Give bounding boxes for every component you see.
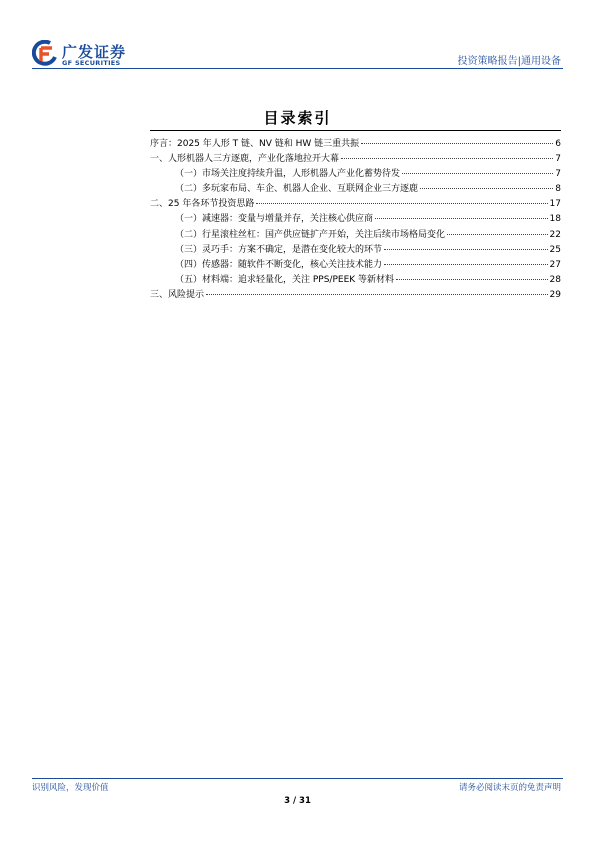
toc-entry-page: 27 [549, 259, 561, 270]
gf-logo-icon [32, 40, 58, 66]
toc-entry-text: （二）行星滚柱丝杠：国产供应链扩产开始，关注后续市场格局变化 [175, 229, 446, 240]
toc-entry-page: 18 [549, 214, 561, 225]
footer-divider [32, 778, 563, 779]
toc-entry-text: 一、人形机器人三方逐鹿，产业化落地拉开大幕 [150, 154, 340, 165]
header-divider [32, 68, 563, 69]
toc-entry-text: 序言：2025 年人形 T 链、NV 链和 HW 链三重共振 [150, 139, 360, 149]
toc-entry-page: 29 [549, 289, 561, 300]
toc-leader-dots [384, 255, 548, 265]
toc-leader-dots [375, 209, 548, 219]
toc-entry-text: （二）多玩家布局、车企、机器人企业、互联网企业三方逐鹿 [175, 184, 419, 195]
toc-entry-page: 6 [555, 139, 561, 149]
toc-leader-dots [206, 285, 548, 295]
toc-entry-text: （一）减速器：变量与增量并存，关注核心供应商 [175, 214, 374, 225]
toc-leader-dots [341, 149, 553, 159]
toc-entry[interactable] [150, 287, 561, 302]
toc-leader-dots [447, 225, 548, 235]
toc-entry-page: 17 [549, 199, 561, 210]
toc-title-divider [150, 130, 561, 131]
toc-leader-dots [396, 270, 548, 280]
toc-entry-text: （四）传感器：随软件不断变化，核心关注技术能力 [175, 259, 383, 270]
toc-entry-page: 7 [555, 169, 561, 180]
toc-leader-dots [256, 194, 547, 204]
toc-leader-dots [361, 134, 553, 144]
footer-disclaimer-notice: 请务必阅读末页的免责声明 [458, 783, 561, 793]
company-logo [32, 40, 142, 70]
toc-entry-page: 28 [549, 274, 561, 285]
toc-entry-page: 22 [549, 229, 561, 240]
toc-entry-text: （五）材料端：追求轻量化，关注 PPS/PEEK 等新材料 [175, 274, 395, 285]
logo-chinese-name: 广发证券 [62, 43, 127, 61]
page-number: 3 / 31 [284, 796, 311, 806]
toc-entry-text: （三）灵巧手：方案不确定，是潜在变化较大的环节 [175, 244, 383, 255]
toc-entry-page: 25 [549, 244, 561, 255]
toc-leader-dots [420, 179, 553, 189]
toc-leader-dots [384, 240, 548, 250]
toc-entry-text: 三、风险提示 [150, 289, 205, 300]
logo-english-name: GF SECURITIES [62, 59, 121, 67]
footer-slogan: 识别风险，发现价值 [32, 783, 109, 793]
toc-leader-dots [402, 164, 553, 174]
table-of-contents [150, 136, 561, 302]
toc-entry-text: 二、25 年各环节投资思路 [150, 199, 255, 210]
report-type-label: 投资策略报告|通用设备 [457, 56, 561, 67]
toc-entry-page: 8 [555, 184, 561, 195]
toc-entry-text: （一）市场关注度持续升温，人形机器人产业化蓄势待发 [175, 169, 401, 180]
toc-title: 目录索引 [263, 109, 332, 127]
toc-entry-page: 7 [555, 154, 561, 165]
